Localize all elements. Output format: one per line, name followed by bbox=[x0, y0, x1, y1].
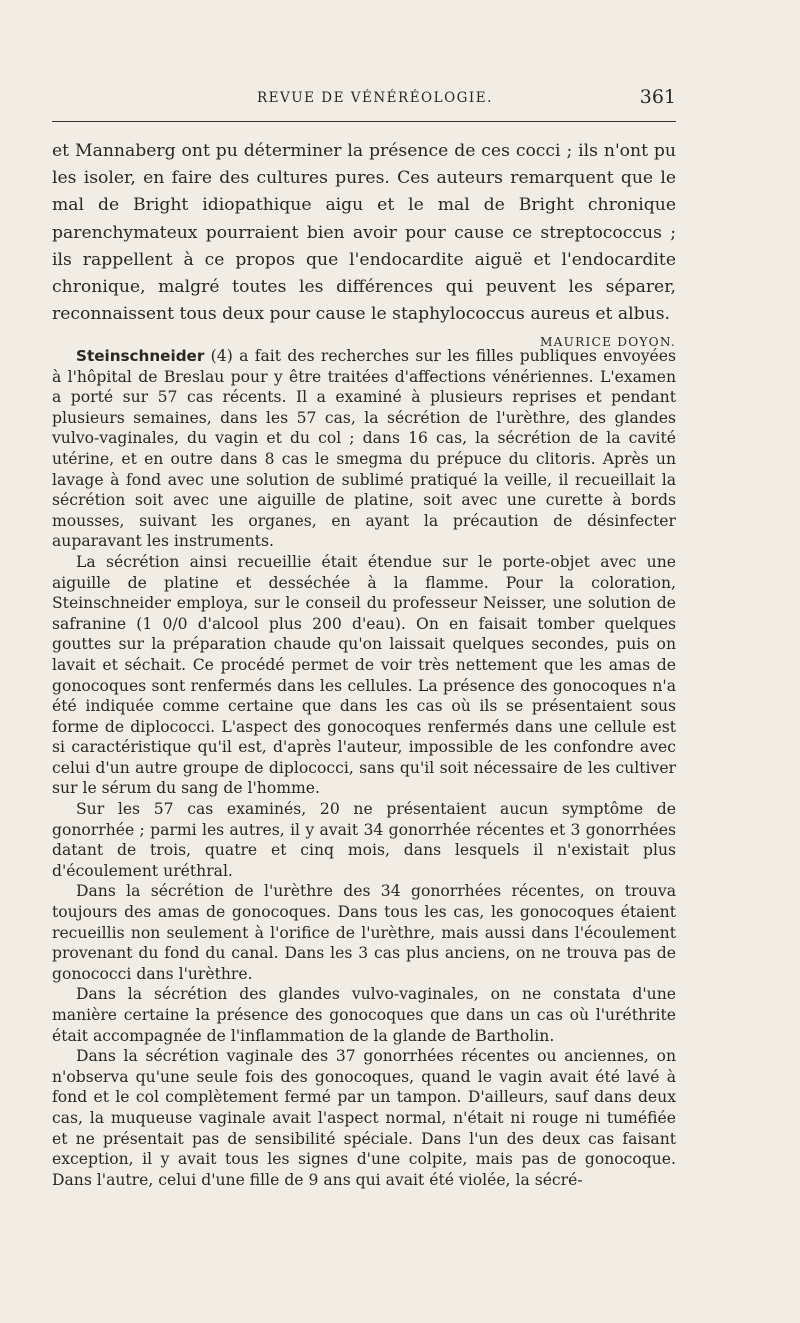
article-paragraph: Dans la sécrétion de l'urèthre des 34 gonorrhées récentes, on trouva toujours des amas de gonocoques. Dans tous les cas, les gonocoques étaient recueillis non seulement à l'orifice de l'urèthre, mais aussi dans l'écoulement provenant du fond du canal. Dans les 3 cas plus anciens, on ne trouva pas de gonococci dans l'urèthre. bbox=[52, 882, 676, 983]
article-body bbox=[52, 346, 676, 1190]
article-paragraph: La sécrétion ainsi recueillie était étendue sur le porte-objet avec une aiguille de platine et desséchée à la flamme. Pour la coloration, Steinschneider employa, sur le conseil du professeur Neisser, une solution de safranine (1 0/0 d'alcool plus 200 d'eau). On en faisait tomber quelques gouttes sur la préparation chaude qu'on laissait quelques secondes, puis on lavait et séchait. Ce procédé permet de voir très nettement que les amas de gonocoques sont renfermés dans les cellules. La présence des gonocoques n'a été indiquée comme certaine que dans les cas où ils se présentaient sous forme de diplococci. L'aspect des gonocoques renfermés dans une cellule est si caractéristique qu'il est, d'après l'auteur, impossible de les confondre avec celui d'un autre groupe de diplococci, sans qu'il soit nécessaire de les cultiver sur le sérum du sang de l'homme. bbox=[52, 552, 676, 798]
page-number: 361 bbox=[639, 86, 676, 108]
header-rule bbox=[52, 121, 676, 122]
article-author: Steinschneider bbox=[76, 347, 205, 365]
running-title: REVUE DE VÉNÉRÉOLOGIE. bbox=[257, 90, 493, 106]
article-paragraph: Dans la sécrétion des glandes vulvo-vaginales, on ne constata d'une manière certaine la présence des gonocoques que dans un cas où l'uréthrite était accompagnée de l'inflammation de la glande de Bartholin. bbox=[52, 985, 676, 1045]
article-paragraph bbox=[52, 346, 676, 552]
page-header bbox=[52, 86, 676, 112]
continued-paragraph bbox=[52, 138, 676, 357]
article-paragraph: Sur les 57 cas examinés, 20 ne présentaient aucun symptôme de gonorrhée ; parmi les autres, il y avait 34 gonorrhée récentes et 3 gonorrhées datant de trois, quatre et cinq mois, dans lesquels il n'existait plus d'écoulement uréthral. bbox=[52, 800, 676, 880]
continued-paragraph-text: et Mannaberg ont pu déterminer la présence de ces cocci ; ils n'ont pu les isoler, en faire des cultures pures. Ces auteurs remarquent que le mal de Bright idiopathique aigu et le mal de Bright chronique parenchymateux pourraient bien avoir pour cause ce streptococcus ; ils rappellent à ce propos que l'endocardite aiguë et l'endocardite chronique, malgré toutes les différences qui peuvent les séparer, reconnaissent tous deux pour cause le staphylococcus aureus et albus. bbox=[52, 141, 676, 325]
article-paragraph: Dans la sécrétion vaginale des 37 gonorrhées récentes ou anciennes, on n'observa qu'une seule fois des gonocoques, quand le vagin avait été lavé à fond et le col complètement fermé par un tampon. D'ailleurs, sauf dans deux cas, la muqueuse vaginale avait l'aspect normal, n'était ni rouge ni tuméfiée et ne présentait pas de sensibilité spéciale. Dans l'un des deux cas faisant exception, il y avait tous les signes d'une colpite, mais pas de gonocoque. Dans l'autre, celui d'une fille de 9 ans qui avait été violée, la sécré- bbox=[52, 1047, 676, 1189]
paragraph-text: (4) a fait des recherches sur les filles publiques envoyées à l'hôpital de Breslau pour y être traitées d'affections vénériennes. L'examen a porté sur 57 cas récents. Il a examiné à plusieurs reprises et pendant plusieurs semaines, dans les 57 cas, la sécrétion de l'urèthre, des glandes vulvo-vaginales, du vagin et du col ; dans 16 cas, la sécrétion de la cavité utérine, et en outre dans 8 cas le smegma du prépuce du clitoris. Après un lavage à fond avec une solution de sublimé pratiqué la veille, il recueillait la sécrétion soit avec une aiguille de platine, soit avec une curette à bords mousses, suivant les organes, en ayant la précaution de désinfecter auparavant les instruments. bbox=[52, 347, 676, 551]
author-signature: MAURICE DOYON. bbox=[540, 335, 676, 350]
